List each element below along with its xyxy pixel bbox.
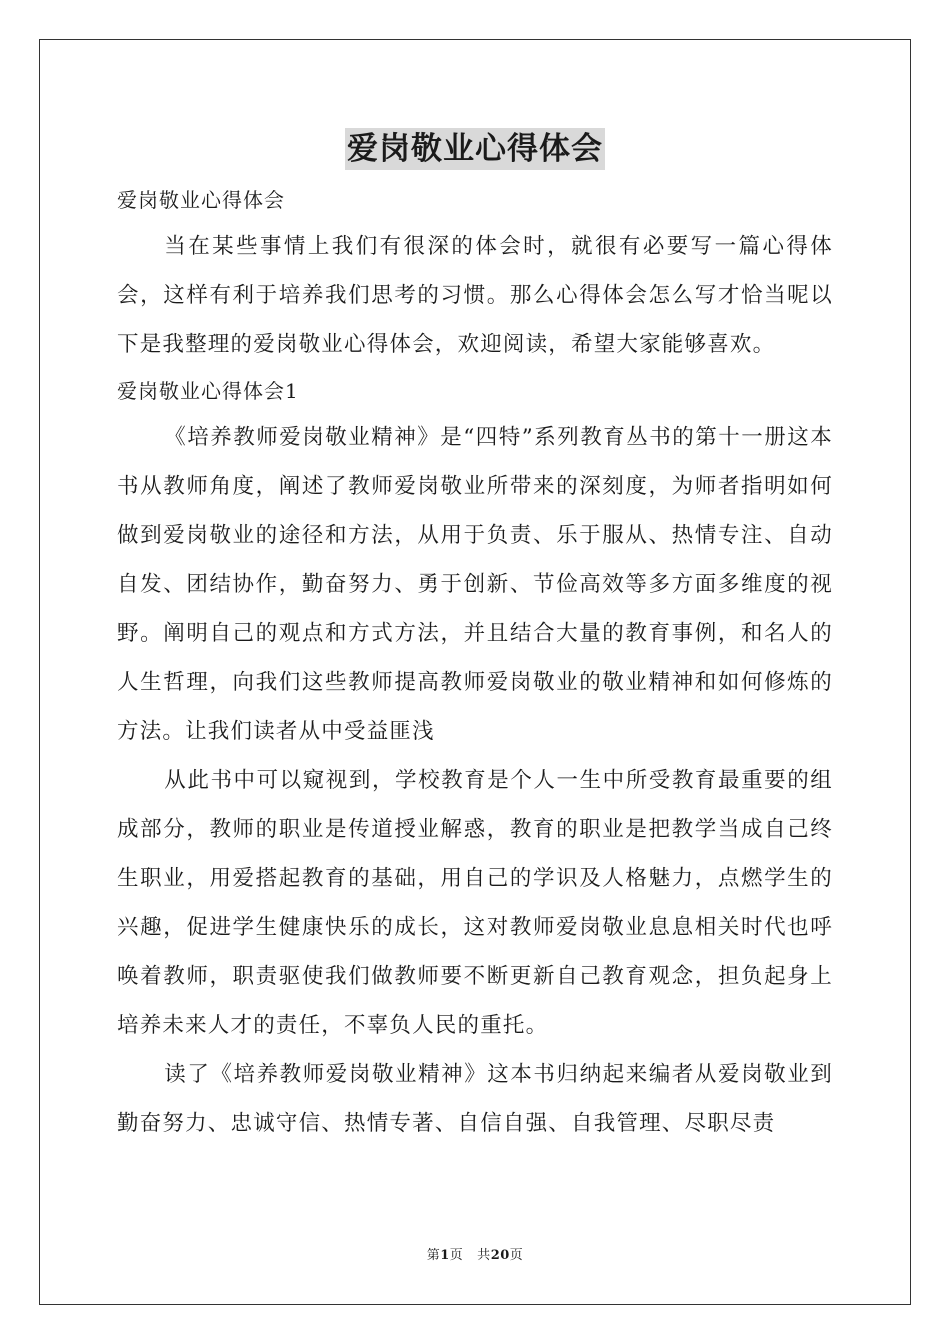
total-suffix: 页 (509, 1248, 524, 1263)
page-number: 1 (440, 1248, 450, 1263)
total-prefix: 共 (477, 1248, 491, 1263)
section-heading: 爱岗敬业心得体会1 (117, 379, 299, 403)
title-container (0, 128, 950, 170)
page-suffix: 页 (449, 1248, 464, 1263)
body-paragraph-3: 读了《培养教师爱岗敬业精神》这本书归纳起来编者从爱岗敬业到勤奋努力、忠诚守信、热情专著、自信自强、自我管理、尽职尽责 (117, 1062, 833, 1136)
body-paragraph-1: 《培养教师爱岗敬业精神》是“四特”系列教育丛书的第十一册这本书从教师角度，阐述了教师爱岗敬业所带来的深刻度，为师者指明如何做到爱岗敬业的途径和方法，从用于负责、乐于服从、热情专注、自动自发、团结协作，勤奋努力、勇于创新、节俭高效等多方面多维度的视野。阐明自己的观点和方式方法，并且结合大量的教育事例，和名人的人生哲理，向我们这些教师提高教师爱岗敬业的敬业精神和如何修炼的方法。让我们读者从中受益匪浅 (117, 425, 833, 744)
subtitle: 爱岗敬业心得体会 (117, 188, 285, 212)
page-prefix: 第 (426, 1248, 441, 1263)
total-pages: 20 (490, 1248, 510, 1263)
document-title: 爱岗敬业心得体会 (345, 128, 605, 170)
body-paragraph-2: 从此书中可以窥视到，学校教育是个人一生中所受教育最重要的组成部分，教师的职业是传道授业解惑，教育的职业是把教学当成自己终生职业，用爱搭起教育的基础，用自己的学识及人格魅力，点燃学生的兴趣，促进学生健康快乐的成长，这对教师爱岗敬业息息相关时代也呼唤着教师，职责驱使我们做教师要不断更新自己教育观念，担负起身上培养未来人才的责任，不辜负人民的重托。 (117, 768, 833, 1038)
document-body (117, 178, 833, 1148)
page-footer (0, 1247, 950, 1265)
intro-paragraph: 当在某些事情上我们有很深的体会时，就很有必要写一篇心得体会，这样有利于培养我们思考的习惯。那么心得体会怎么写才恰当呢以下是我整理的爱岗敬业心得体会，欢迎阅读，希望大家能够喜欢。 (117, 234, 833, 357)
